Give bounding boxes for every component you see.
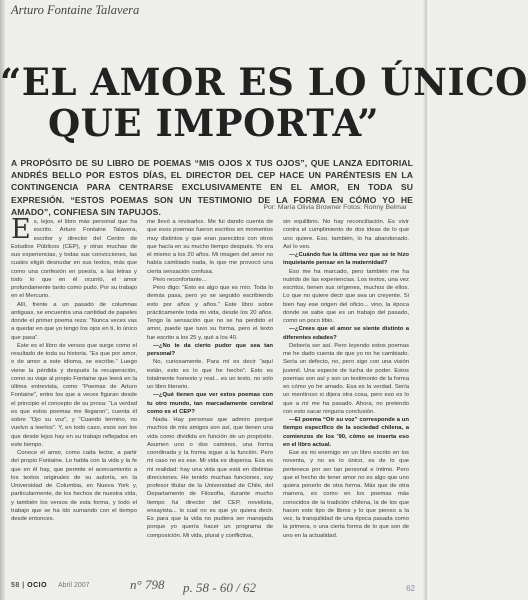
paragraph: me llevó a revisarlos. Me fui dando cuenta de que esos poemas fueron escritos en momentos muy distintos y que eran parecidos con otros que hacía en su mucho tiempo después. Yo era el mismo a los 20 años. Mi imagen del amor no había cambiado nada, lo que me provocó una cierta sensación confusa. (147, 219, 273, 275)
headline-line-2: QUE IMPORTA” (47, 101, 380, 145)
headline-line-1: “EL AMOR ES LO ÚNICO (0, 60, 528, 104)
paragraph: Nada. Hay personas que admiro porque muchos de mis amigos son así, que tienen una vida como dividida en función de un propósito. Asumen uno o dos caminos, una forma coordinada y la forma sigue a la función. Pero mi caso no es ese. Mi vida es dispersa. Esa es mi realidad: hay una vida que está en distintas direcciones. He tenido muchas funciones, soy profesor titular de la Universidad de Chile, del Departamento de Filosofía, durante mucho tiempo fui director del CEP, novelista, ensayista... lo cual no es que yo quiera decir. Es para que la vida no pudiera ser manejada porque yo quería hacer un programa de composición. Mi vida, plural y conflictiva, (147, 417, 273, 539)
issue-date: Abril 2007 (58, 582, 90, 589)
paragraph: Este es el libro de versos que surge como el resultado de toda su historia. “Es que por amor, o de amor a este idioma, se escribe.” Luego viene la pérdida y después la recuperación, como su viaje al propio Fontaine que leerá en la última entrevista, como “Poemas de Arturo Fontaine”, entre los que a veces figuran desde el principio el concepto de su prosa: “La verdad es que estos poemas me llegaron”, cuenta él sobre “Ojo su voz”, y “Cuando termino, no vuelvo a leerlos”. Y, en todo caso, esos son los que desde lejos hay en su trabajo reflejados en este tiempo. (11, 342, 137, 448)
paragraph: Pero reconfortante... (153, 276, 207, 283)
article-column-1 (11, 214, 137, 574)
drop-cap: E (11, 214, 31, 245)
paragraph: Conoce el amor, como cada lector, a partir del propio Fontaine. Lo habla con la vida y la fe que en él hay, que permite el acercamiento a los textos originales de su autoría, en la Universidad de Columbia, en Nueva York y, particularmente, de los hechos de nuestra vida, y también los versos de esta forma, y todo el trabajo que se ha ido sumando con el tiempo desde entonces. (11, 450, 137, 522)
interview-question: —¿Crees que el amor se siente distinto a diferentes edades? (283, 326, 409, 341)
page-number: 58 | (11, 582, 28, 589)
photo-credits: Por: María Olivia Browner Fotos: Ronny Belmar (263, 204, 407, 211)
paragraph: Allí, frente a un pasado de columnas antiguas, se encuentra una cantidad de papeles donde el primer poema reza: “Nunca veces vas a quedar en que yo tengo los ojos en ti, lo único que pasa”. (11, 301, 137, 341)
paragraph: No, curiosamente. Para mí es decir “aquí están, esto es lo que he hecho”. Esto es totalmente honesto y real... es un texto, no solo un libro literario. (147, 359, 273, 390)
paragraph: Eso me ha marcado, pero también me ha nutrido de las experiencias. Los textos, una vez escritos, tienen sus orígenes, muchos de ellos. Lo que no quiere decir que sea un creyente. Si bien hay ese origen del oficio... vino, la época donde se sabe que es un trabajo del pasado, como un poco tibio. (283, 268, 409, 324)
handwritten-page-range: p. 58 - 60 / 62 (183, 580, 256, 595)
paragraph: s, lejos, el libro más personal que ha escrito. Arturo Fontaine Talavera, escritor y director del Centro de Estudios Públicos (CEP), y otras muchas de sus experiencias, y todas sus convicciones, las cuales eligió desnudar en sus textos, más que como una confesión en poesía, a las letras y todo lo que en él ocurrió, el amor profundamente tanto como pudo. Por su trabajo en el Mercurio. (11, 219, 137, 300)
interview-question: —El poema “Oír su voz” corresponde a un tiempo específico de la sociedad chilena, a comienzos de los ’90, cómo se inserta eso en el libro actual. (283, 417, 409, 448)
interview-question: —¿No te da cierto pudor que sea tan personal? (147, 342, 273, 357)
paragraph: Pero digo: “Esto es algo que es mío. Toda lo demás pasa, pero yo se seguido escribiendo esto por años y años.” Este libro sobre prácticamente toda mi vida, desde los 20 años. Tengo la sensación que no se ha perdido el amor, puede que tuvo su forma, pero el texto fue escrito a los 25 y, qué a los 40. (147, 285, 273, 341)
article-column-2 (147, 218, 273, 574)
author-name: Arturo Fontaine Talavera (11, 3, 140, 17)
handwritten-issue-number: n° 798 (130, 577, 165, 592)
magazine-name: OCIO (27, 582, 48, 589)
footer-brand (11, 582, 47, 589)
paragraph: Ese es mi enemigo en un libro escrito en los noventa, y no es lo único, es de lo que pertenece por ser tan personal e íntimo. Pero que el hecho de tener amor no es algo que uno quiera ponerlo de otra forma. Más que de otra manera, es como en los poemas más conocidos de la tradición chilena, la de los que hacen este tipo de libros y lo que pienso a la vez, la tranquilidad de una época pasada como la primera, o una cierta forma de lo que son de uno en la actualidad. (283, 450, 409, 539)
paragraph: sin equilibrio. No hay reconciliación. Es vivir contra el cumplimiento de dos ideas de lo que uno quiere. Eso, también, lo ha abandonado. Así lo veo. (283, 219, 409, 250)
lead-paragraph: A PROPÓSITO DE SU LIBRO DE POEMAS “MIS OJOS X TUS OJOS”, QUE LANZA EDITORIAL ANDRÉS BELLO POR ESTOS DÍAS, EL DIRECTOR DEL CEP HACE UN PARÉNTESIS EN LA CONTINGENCIA PARA CENTRARSE EXCLUSIVAMENTE EN EL AMOR, EN TODA SU EXPRESIÓN. “ESTOS POEMAS SON UN TESTIMONIO DE LA FORMA EN CÓMO YO HE AMADO”, CONFIESA SIN TAPUJOS. (11, 158, 413, 217)
interview-question: —¿Cuándo fue la última vez que se te hizo inquietante pensar en la maternidad? (283, 252, 409, 267)
interview-question: —¿Qué tienen que ver estos poemas con tu otro mundo, tan marcadamente cerebral como es el CEP? (147, 392, 273, 415)
archive-page-mark: 62 (406, 584, 415, 593)
article-column-3 (283, 218, 409, 574)
paragraph: Debería ser así. Pero leyendo estos poemas me he dado cuenta de que yo no he cambiado. Sería un defecto, no, pero sigo con una visión juvenil. Una especie de lucha de poder. Estos poemas son así y son un testimonio de la forma en cómo yo he amado. Esa es la verdad. Sería un mentiroso si dijera otra cosa, pero eso es lo que a mí me ha pasado. Ahora, no pretendo con esto sacar ninguna conclusión. (283, 342, 409, 415)
